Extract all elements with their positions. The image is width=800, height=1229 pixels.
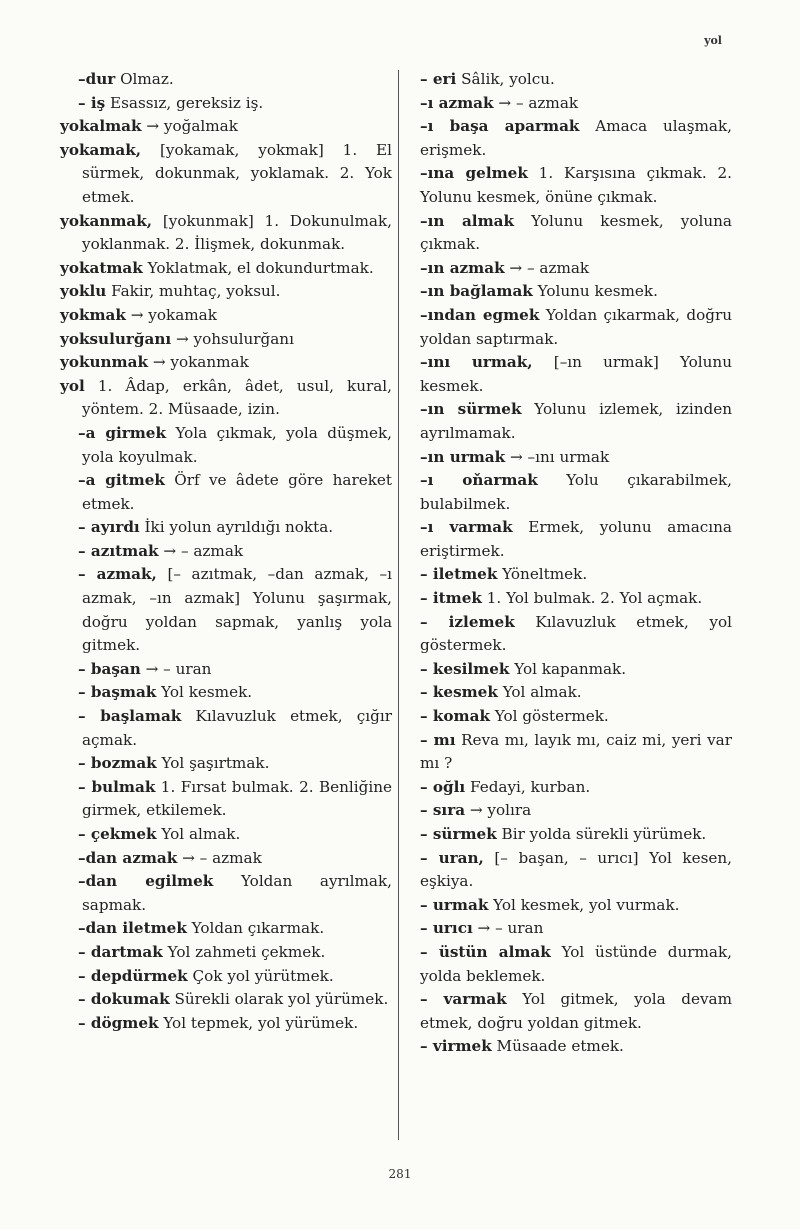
entry-definition: Yolunu izlemek, izinden ayrılmamak. (420, 400, 732, 442)
entry-headword: – sıra (420, 801, 466, 820)
dictionary-entry (60, 68, 392, 92)
dictionary-entry (60, 658, 392, 682)
dictionary-entry (60, 304, 392, 328)
dictionary-entry (420, 469, 732, 516)
entry-definition: Yola çıkmak, yola düşmek, yola koyulmak. (82, 423, 392, 466)
running-head: yol (704, 34, 722, 47)
entry-headword: –ın bağlamak (420, 282, 533, 301)
entry-definition: Yolunu kesmek. (532, 282, 658, 301)
entry-headword: – dögmek (78, 1013, 159, 1032)
dictionary-entry (60, 280, 392, 304)
entry-headword: –ından egmek (420, 305, 540, 324)
dictionary-entry (60, 469, 392, 516)
dictionary-entry (60, 776, 392, 823)
entry-definition: Yolu çıkarabilmek, bulabilmek. (420, 471, 732, 513)
dictionary-entry (60, 257, 392, 281)
dictionary-entry (60, 705, 392, 752)
entry-headword: – iş (78, 93, 106, 112)
entry-headword: –ı azmak (420, 93, 494, 112)
entry-headword: – iletmek (420, 565, 498, 584)
entry-headword: –ına gelmek (420, 164, 528, 183)
column-divider (398, 70, 399, 1140)
dictionary-entry (420, 1035, 732, 1059)
entry-headword: – komak (420, 707, 490, 726)
dictionary-entry (420, 563, 732, 587)
entry-headword: – varmak (420, 990, 507, 1009)
entry-definition: Yol kapanmak. (509, 659, 627, 678)
entry-headword: yokanmak, (60, 211, 153, 230)
entry-definition: [yokamak, yokmak] 1. El sürmek, dokunmak, yoklamak. 2. Yok etmek. (82, 140, 392, 206)
dictionary-entry (420, 611, 732, 658)
entry-headword: –ın almak (420, 211, 515, 230)
entry-definition: Yol zahmeti çekmek. (162, 942, 326, 961)
entry-headword: –a gitmek (78, 471, 165, 490)
entry-definition: Yol kesmek. (156, 683, 253, 702)
entry-definition: Yoldan çıkarmak. (186, 919, 325, 938)
dictionary-entry (60, 516, 392, 540)
dictionary-entry (60, 870, 392, 917)
dictionary-entry (420, 115, 732, 162)
entry-headword: – başmak (78, 683, 157, 702)
dictionary-entry (60, 139, 392, 210)
dictionary-entry (420, 304, 732, 351)
dictionary-entry (420, 705, 732, 729)
entry-headword: –ın urmak (420, 447, 506, 466)
entry-definition: Yöneltmek. (497, 565, 588, 584)
dictionary-entry (60, 1012, 392, 1036)
dictionary-entry (420, 776, 732, 800)
entry-headword: – virmek (420, 1037, 492, 1056)
entry-definition: Yolunu kesmek, yoluna çıkmak. (420, 211, 732, 254)
entry-headword: – kesilmek (420, 659, 510, 678)
dictionary-entry (420, 398, 732, 445)
entry-definition: → yolıra (465, 801, 532, 820)
entry-definition: Yol kesmek, yol vurmak. (488, 895, 680, 914)
entry-definition: → yokamak (125, 305, 217, 324)
entry-headword: – çekmek (78, 825, 157, 843)
entry-headword: yokalmak (60, 117, 142, 136)
entry-definition: → – uran (140, 659, 212, 678)
dictionary-entry (60, 941, 392, 965)
dictionary-entry (60, 540, 392, 564)
entry-definition: Reva mı, layık mı, caiz mi, yeri var mı ? (420, 730, 732, 773)
dictionary-entry (60, 965, 392, 989)
entry-headword: yoksulurğanı (60, 329, 172, 348)
entry-headword: –dan iletmek (78, 919, 187, 938)
entry-definition: 1. Karşısına çıkmak. 2. Yolunu kesmek, önüne çıkmak. (420, 164, 732, 206)
entry-definition: Müsaade etmek. (491, 1037, 624, 1056)
entry-definition: [yokunmak] 1. Dokunulmak, yoklanmak. 2. İlişmek, dokunmak. (82, 211, 392, 254)
entry-definition: Ermek, yolunu amacına eriştirmek. (420, 518, 732, 560)
entry-definition: Çok yol yürütmek. (187, 966, 334, 985)
entry-definition: → – uran (472, 919, 544, 938)
entry-definition: [–ın urmak] Yolunu kesmek. (420, 353, 732, 395)
entry-headword: – üstün almak (420, 942, 551, 961)
entry-headword: –ını urmak, (420, 353, 533, 372)
entry-definition: Kılavuzluk etmek, yol göstermek. (420, 612, 732, 655)
entry-definition: [– başan, – urıcı] Yol kesen, eşkiya. (420, 848, 732, 891)
entry-definition: Fedayi, kurban. (465, 777, 591, 796)
dictionary-entry (60, 917, 392, 941)
entry-definition: Örf ve âdete göre hareket etmek. (82, 471, 392, 513)
dictionary-entry (60, 92, 392, 116)
entry-headword: –a girmek (78, 423, 166, 442)
entry-headword: – ayırdı (78, 518, 140, 537)
dictionary-entry (420, 210, 732, 257)
entry-headword: – dokumak (78, 990, 170, 1009)
dictionary-entry (420, 68, 732, 92)
entry-definition: 1. Âdap, erkân, âdet, usul, kural, yöntem. 2. Müsaade, izin. (82, 376, 392, 419)
entry-definition: 1. Fırsat bulmak. 2. Benliğine girmek, etkilemek. (82, 777, 392, 820)
entry-headword: yokmak (60, 305, 126, 324)
entry-definition: Yol tepmek, yol yürümek. (158, 1013, 359, 1032)
entry-definition: Olmaz. (115, 70, 174, 88)
entry-definition: Yol şaşırtmak. (156, 754, 270, 773)
dictionary-entry (60, 752, 392, 776)
entry-definition: 1. Yol bulmak. 2. Yol açmak. (481, 589, 703, 608)
entry-headword: – eri (420, 70, 457, 88)
entry-headword: yokamak, (60, 140, 142, 159)
entry-headword: – oğlı (420, 777, 466, 796)
entry-definition: → – azmak (504, 258, 590, 277)
entry-definition: Yol almak. (497, 683, 582, 702)
entry-definition: Kılavuzluk etmek, çığır açmak. (82, 707, 392, 749)
entry-headword: –dan egilmek (78, 872, 214, 891)
entry-definition: Yol gitmek, yola devam etmek, doğru yoldan gitmek. (420, 990, 732, 1032)
entry-definition: → yoğalmak (141, 117, 238, 136)
entry-definition: → – azmak (493, 93, 579, 112)
dictionary-entry (420, 516, 732, 563)
entry-headword: – bozmak (78, 754, 157, 773)
entry-definition: Fakir, muhtaç, yoksul. (106, 282, 281, 301)
dictionary-entry (60, 988, 392, 1012)
entry-definition: Yol almak. (156, 825, 241, 843)
entry-definition: Bir yolda sürekli yürümek. (496, 825, 707, 843)
entry-definition: Sürekli olarak yol yürümek. (169, 990, 389, 1009)
dictionary-entry (420, 847, 732, 894)
entry-headword: – depdürmek (78, 966, 188, 985)
entry-headword: – sürmek (420, 825, 497, 843)
entry-definition: Yol üstünde durmak, yolda beklemek. (420, 942, 733, 985)
dictionary-entry (420, 681, 732, 705)
entry-headword: – başlamak (78, 707, 182, 726)
entry-definition: Yol göstermek. (489, 707, 609, 726)
entry-definition: → yohsulurğanı (171, 329, 294, 348)
dictionary-entry (420, 917, 732, 941)
dictionary-entry (420, 799, 732, 823)
entry-headword: – urmak (420, 895, 489, 914)
entry-headword: – mı (420, 730, 456, 749)
dictionary-entry (420, 257, 732, 281)
dictionary-entry (420, 587, 732, 611)
dictionary-entry (60, 328, 392, 352)
entry-headword: –ı oňarmak (420, 471, 538, 490)
entry-definition: İki yolun ayrıldığı nokta. (139, 518, 334, 537)
dictionary-entry (420, 92, 732, 116)
entry-headword: yol (60, 376, 85, 395)
entry-definition: Amaca ulaşmak, erişmek. (420, 117, 732, 159)
entry-headword: –ın azmak (420, 258, 505, 277)
dictionary-entry (420, 941, 732, 988)
left-column (60, 68, 392, 1035)
entry-headword: yokunmak (60, 353, 148, 372)
dictionary-entry (60, 681, 392, 705)
entry-headword: –dan azmak (78, 848, 178, 867)
dictionary-entry (420, 823, 732, 847)
entry-definition: Yoldan çıkarmak, doğru yoldan saptırmak. (420, 305, 733, 348)
entry-headword: –ı başa aparmak (420, 117, 580, 136)
entry-headword: –dur (78, 70, 116, 88)
entry-definition: Esassız, gereksiz iş. (105, 93, 264, 112)
entry-headword: – izlemek (420, 612, 515, 631)
dictionary-entry (420, 988, 732, 1035)
entry-headword: –ı varmak (420, 518, 513, 537)
entry-headword: – dartmak (78, 942, 163, 961)
entry-headword: –ın sürmek (420, 400, 522, 419)
dictionary-entry (60, 563, 392, 657)
entry-headword: yoklu (60, 282, 107, 301)
dictionary-entry (420, 894, 732, 918)
entry-headword: – azıtmak (78, 541, 159, 560)
dictionary-entry (60, 115, 392, 139)
entry-headword: yokatmak (60, 258, 143, 277)
dictionary-entry (420, 280, 732, 304)
dictionary-entry (420, 446, 732, 470)
entry-definition: Sâlik, yolcu. (456, 70, 555, 88)
dictionary-entry (60, 847, 392, 871)
entry-definition: Yoldan ayrılmak, sapmak. (82, 872, 393, 914)
entry-definition: [– azıtmak, –dan azmak, –ı azmak, –ın azmak] Yolunu şaşırmak, doğru yoldan sapmak, yanlış yola gitmek. (82, 565, 392, 655)
dictionary-entry (60, 823, 392, 847)
entry-definition: → – azmak (158, 541, 244, 560)
right-column (420, 68, 732, 1059)
dictionary-entry (420, 162, 732, 209)
entry-headword: – urıcı (420, 919, 473, 938)
entry-headword: – itmek (420, 589, 482, 608)
dictionary-entry (420, 351, 732, 398)
dictionary-entry (60, 351, 392, 375)
entry-definition: → – azmak (177, 848, 262, 867)
entry-headword: – uran, (420, 848, 484, 867)
entry-headword: – bulmak (78, 777, 156, 796)
dictionary-entry (60, 210, 392, 257)
entry-headword: – azmak, (78, 565, 157, 584)
dictionary-entry (420, 729, 732, 776)
entry-headword: – kesmek (420, 683, 498, 702)
dictionary-entry (60, 422, 392, 469)
page-number: 281 (388, 1167, 412, 1181)
entry-definition: Yoklatmak, el dokundurtmak. (142, 258, 374, 277)
entry-definition: → yokanmak (148, 353, 249, 372)
dictionary-entry (60, 375, 392, 422)
dictionary-entry (420, 658, 732, 682)
entry-headword: – başan (78, 659, 141, 678)
entry-definition: → –ını urmak (505, 447, 610, 466)
